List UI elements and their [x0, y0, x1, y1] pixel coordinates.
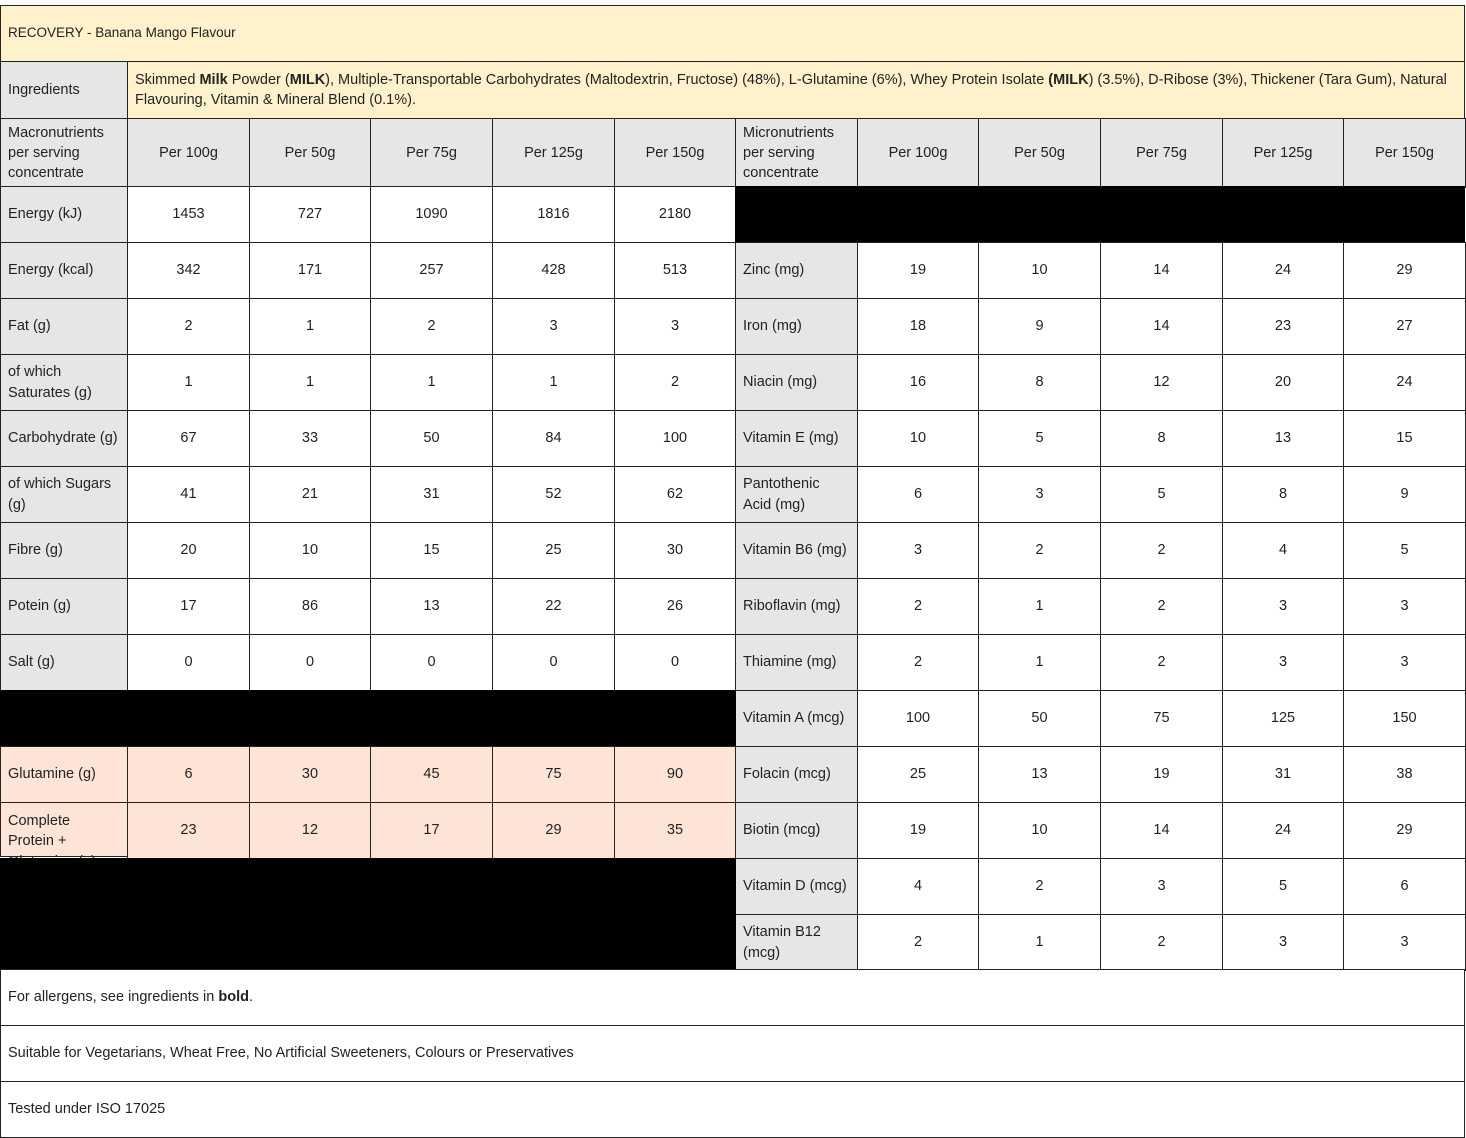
ingredients-part-5: (MILK	[1048, 71, 1089, 88]
macro-value: 2180	[614, 186, 736, 243]
highlight-value: 6	[127, 746, 250, 803]
ingredients-label: Ingredients	[0, 61, 128, 119]
macro-value: 342	[127, 242, 250, 299]
micro-value: 1	[978, 578, 1101, 635]
suitability-note: Suitable for Vegetarians, Wheat Free, No Artificial Sweeteners, Colours or Preservatives	[0, 1025, 1465, 1082]
highlight-value: 45	[370, 746, 493, 803]
macro-col-header: Per 100g	[127, 118, 250, 188]
micro-value: 14	[1100, 298, 1223, 355]
allergen-text	[8, 987, 253, 1007]
testing-note: Tested under ISO 17025	[0, 1081, 1465, 1138]
micro-row-label: Vitamin A (mcg)	[735, 690, 858, 747]
macro-row-label: of which Saturates (g)	[0, 354, 128, 411]
micro-value: 8	[1100, 410, 1223, 467]
macro-col-header: Per 50g	[249, 118, 371, 188]
micro-value: 2	[978, 522, 1101, 579]
macro-value: 1	[492, 354, 615, 411]
micro-value: 3	[857, 522, 979, 579]
macro-value: 1	[127, 354, 250, 411]
micro-value: 14	[1100, 242, 1223, 299]
micro-row-label: Biotin (mcg)	[735, 802, 858, 859]
macro-value: 21	[249, 466, 371, 523]
micro-value: 150	[1343, 690, 1466, 747]
macro-col-header: Per 150g	[614, 118, 736, 188]
macro-row-label: Energy (kJ)	[0, 186, 128, 243]
micro-col-header: Per 50g	[978, 118, 1101, 188]
macro-row-label: Salt (g)	[0, 634, 128, 691]
ingredients-text	[127, 61, 1465, 119]
macro-value: 22	[492, 578, 615, 635]
macro-row-label: Fat (g)	[0, 298, 128, 355]
micro-value: 3	[1100, 858, 1223, 915]
redacted-block	[0, 690, 736, 746]
macro-value: 31	[370, 466, 493, 523]
macro-row-label: Energy (kcal)	[0, 242, 128, 299]
redacted-block	[735, 186, 1465, 242]
macro-value: 15	[370, 522, 493, 579]
macro-row-label: Potein (g)	[0, 578, 128, 635]
product-title: RECOVERY - Banana Mango Flavour	[0, 5, 1465, 62]
micro-value: 2	[978, 858, 1101, 915]
micro-value: 1	[978, 914, 1101, 971]
micro-row-label: Vitamin B6 (mg)	[735, 522, 858, 579]
macro-value: 17	[127, 578, 250, 635]
micro-value: 19	[1100, 746, 1223, 803]
micro-value: 3	[1343, 634, 1466, 691]
macro-value: 257	[370, 242, 493, 299]
micro-value: 14	[1100, 802, 1223, 859]
macro-value: 428	[492, 242, 615, 299]
macro-value: 50	[370, 410, 493, 467]
macro-value: 67	[127, 410, 250, 467]
micro-value: 2	[1100, 578, 1223, 635]
allergen-note	[0, 969, 1465, 1026]
micro-value: 2	[857, 634, 979, 691]
micro-value: 4	[857, 858, 979, 915]
macro-value: 1	[249, 354, 371, 411]
micro-value: 16	[857, 354, 979, 411]
micro-value: 75	[1100, 690, 1223, 747]
micro-value: 24	[1222, 802, 1344, 859]
macro-value: 1816	[492, 186, 615, 243]
macro-value: 0	[127, 634, 250, 691]
macro-value: 1	[370, 354, 493, 411]
micro-value: 38	[1343, 746, 1466, 803]
micro-row-label: Folacin (mcg)	[735, 746, 858, 803]
micro-value: 1	[978, 634, 1101, 691]
macro-value: 10	[249, 522, 371, 579]
highlight-row-label: Glutamine (g)	[0, 746, 128, 803]
macro-value: 62	[614, 466, 736, 523]
macro-col-header: Per 125g	[492, 118, 615, 188]
micro-value: 24	[1222, 242, 1344, 299]
micro-value: 15	[1343, 410, 1466, 467]
micro-col-header: Per 75g	[1100, 118, 1223, 188]
micro-value: 25	[857, 746, 979, 803]
micro-value: 3	[1343, 578, 1466, 635]
macro-value: 1453	[127, 186, 250, 243]
micro-row-label: Riboflavin (mg)	[735, 578, 858, 635]
micro-value: 18	[857, 298, 979, 355]
highlight-value: 12	[249, 802, 371, 859]
micro-value: 3	[1222, 578, 1344, 635]
micro-value: 10	[978, 242, 1101, 299]
micro-value: 13	[978, 746, 1101, 803]
macro-value: 13	[370, 578, 493, 635]
micro-value: 29	[1343, 242, 1466, 299]
micro-value: 2	[1100, 634, 1223, 691]
micro-row-label: Pantothenic Acid (mg)	[735, 466, 858, 523]
highlight-value: 30	[249, 746, 371, 803]
micro-value: 3	[978, 466, 1101, 523]
micro-header: Micronutrients per serving concentrate	[735, 118, 858, 188]
macro-row-label: Carbohydrate (g)	[0, 410, 128, 467]
macro-value: 33	[249, 410, 371, 467]
micro-col-header: Per 100g	[857, 118, 979, 188]
micro-row-label: Niacin (mg)	[735, 354, 858, 411]
micro-value: 12	[1100, 354, 1223, 411]
highlight-value: 90	[614, 746, 736, 803]
highlight-value: 35	[614, 802, 736, 859]
macro-value: 26	[614, 578, 736, 635]
macro-value: 86	[249, 578, 371, 635]
micro-row-label: Vitamin E (mg)	[735, 410, 858, 467]
ingredients-part-2: Powder (	[227, 71, 290, 88]
micro-value: 2	[1100, 522, 1223, 579]
micro-value: 9	[1343, 466, 1466, 523]
ingredients-part-0: Skimmed	[135, 71, 200, 88]
macro-value: 1	[249, 298, 371, 355]
macro-value: 0	[370, 634, 493, 691]
highlight-row-label: Complete Protein +	[0, 802, 128, 857]
micro-row-label: Zinc (mg)	[735, 242, 858, 299]
micro-value: 100	[857, 690, 979, 747]
micro-value: 24	[1343, 354, 1466, 411]
macro-value: 2	[127, 298, 250, 355]
macro-value: 0	[492, 634, 615, 691]
allergen-part-0: For allergens, see ingredients in	[8, 989, 219, 1006]
macro-value: 3	[492, 298, 615, 355]
highlight-value: 23	[127, 802, 250, 859]
ingredients-part-4: ), Multiple-Transportable Carbohydrates (Maltodextrin, Fructose) (48%), L-Glutamine (6%), Whey Protein Isolate	[325, 71, 1049, 88]
macro-value: 20	[127, 522, 250, 579]
macro-value: 3	[614, 298, 736, 355]
micro-value: 10	[857, 410, 979, 467]
micro-value: 27	[1343, 298, 1466, 355]
micro-value: 5	[1343, 522, 1466, 579]
macro-col-header: Per 75g	[370, 118, 493, 188]
macro-header: Macronutrients per serving concentrate	[0, 118, 128, 188]
macro-value: 0	[249, 634, 371, 691]
micro-value: 5	[978, 410, 1101, 467]
micro-value: 6	[857, 466, 979, 523]
micro-value: 20	[1222, 354, 1344, 411]
micro-value: 8	[1222, 466, 1344, 523]
micro-value: 125	[1222, 690, 1344, 747]
macro-value: 2	[614, 354, 736, 411]
ingredients-part-6: ) (3.5%), D-Ribose (3%), Thickener (Tara Gum), Natural Flavouring, Vitamin & Mineral Blend (0.1%).	[135, 71, 1447, 108]
macro-value: 25	[492, 522, 615, 579]
micro-value: 19	[857, 242, 979, 299]
micro-col-header: Per 150g	[1343, 118, 1466, 188]
highlight-value: 75	[492, 746, 615, 803]
micro-value: 3	[1222, 634, 1344, 691]
micro-row-label: Iron (mg)	[735, 298, 858, 355]
highlight-value: 29	[492, 802, 615, 859]
macro-value: 1090	[370, 186, 493, 243]
micro-value: 19	[857, 802, 979, 859]
macro-value: 171	[249, 242, 371, 299]
allergen-part-2: .	[248, 989, 254, 1006]
highlight-value: 17	[370, 802, 493, 859]
allergen-part-1: bold	[218, 989, 249, 1006]
micro-value: 5	[1100, 466, 1223, 523]
micro-value: 4	[1222, 522, 1344, 579]
ingredients-part-3: MILK	[289, 71, 326, 88]
macro-value: 30	[614, 522, 736, 579]
micro-value: 9	[978, 298, 1101, 355]
ingredients-part-1: Milk	[199, 71, 228, 88]
macro-row-label: of which Sugars (g)	[0, 466, 128, 523]
redacted-block	[0, 858, 736, 969]
macro-value: 84	[492, 410, 615, 467]
macro-row-label: Fibre (g)	[0, 522, 128, 579]
micro-value: 2	[1100, 914, 1223, 971]
macro-value: 100	[614, 410, 736, 467]
micro-value: 6	[1343, 858, 1466, 915]
micro-value: 2	[857, 914, 979, 971]
micro-row-label: Thiamine (mg)	[735, 634, 858, 691]
micro-value: 29	[1343, 802, 1466, 859]
micro-value: 31	[1222, 746, 1344, 803]
macro-value: 0	[614, 634, 736, 691]
macro-value: 513	[614, 242, 736, 299]
micro-value: 50	[978, 690, 1101, 747]
micro-value: 2	[857, 578, 979, 635]
micro-value: 13	[1222, 410, 1344, 467]
micro-row-label: Vitamin B12 (mcg)	[735, 914, 858, 971]
macro-value: 41	[127, 466, 250, 523]
micro-value: 23	[1222, 298, 1344, 355]
micro-value: 3	[1343, 914, 1466, 971]
micro-col-header: Per 125g	[1222, 118, 1344, 188]
micro-row-label: Vitamin D (mcg)	[735, 858, 858, 915]
macro-value: 52	[492, 466, 615, 523]
macro-value: 727	[249, 186, 371, 243]
macro-value: 2	[370, 298, 493, 355]
micro-value: 8	[978, 354, 1101, 411]
micro-value: 10	[978, 802, 1101, 859]
ingredients-text	[135, 70, 1457, 111]
micro-value: 3	[1222, 914, 1344, 971]
micro-value: 5	[1222, 858, 1344, 915]
